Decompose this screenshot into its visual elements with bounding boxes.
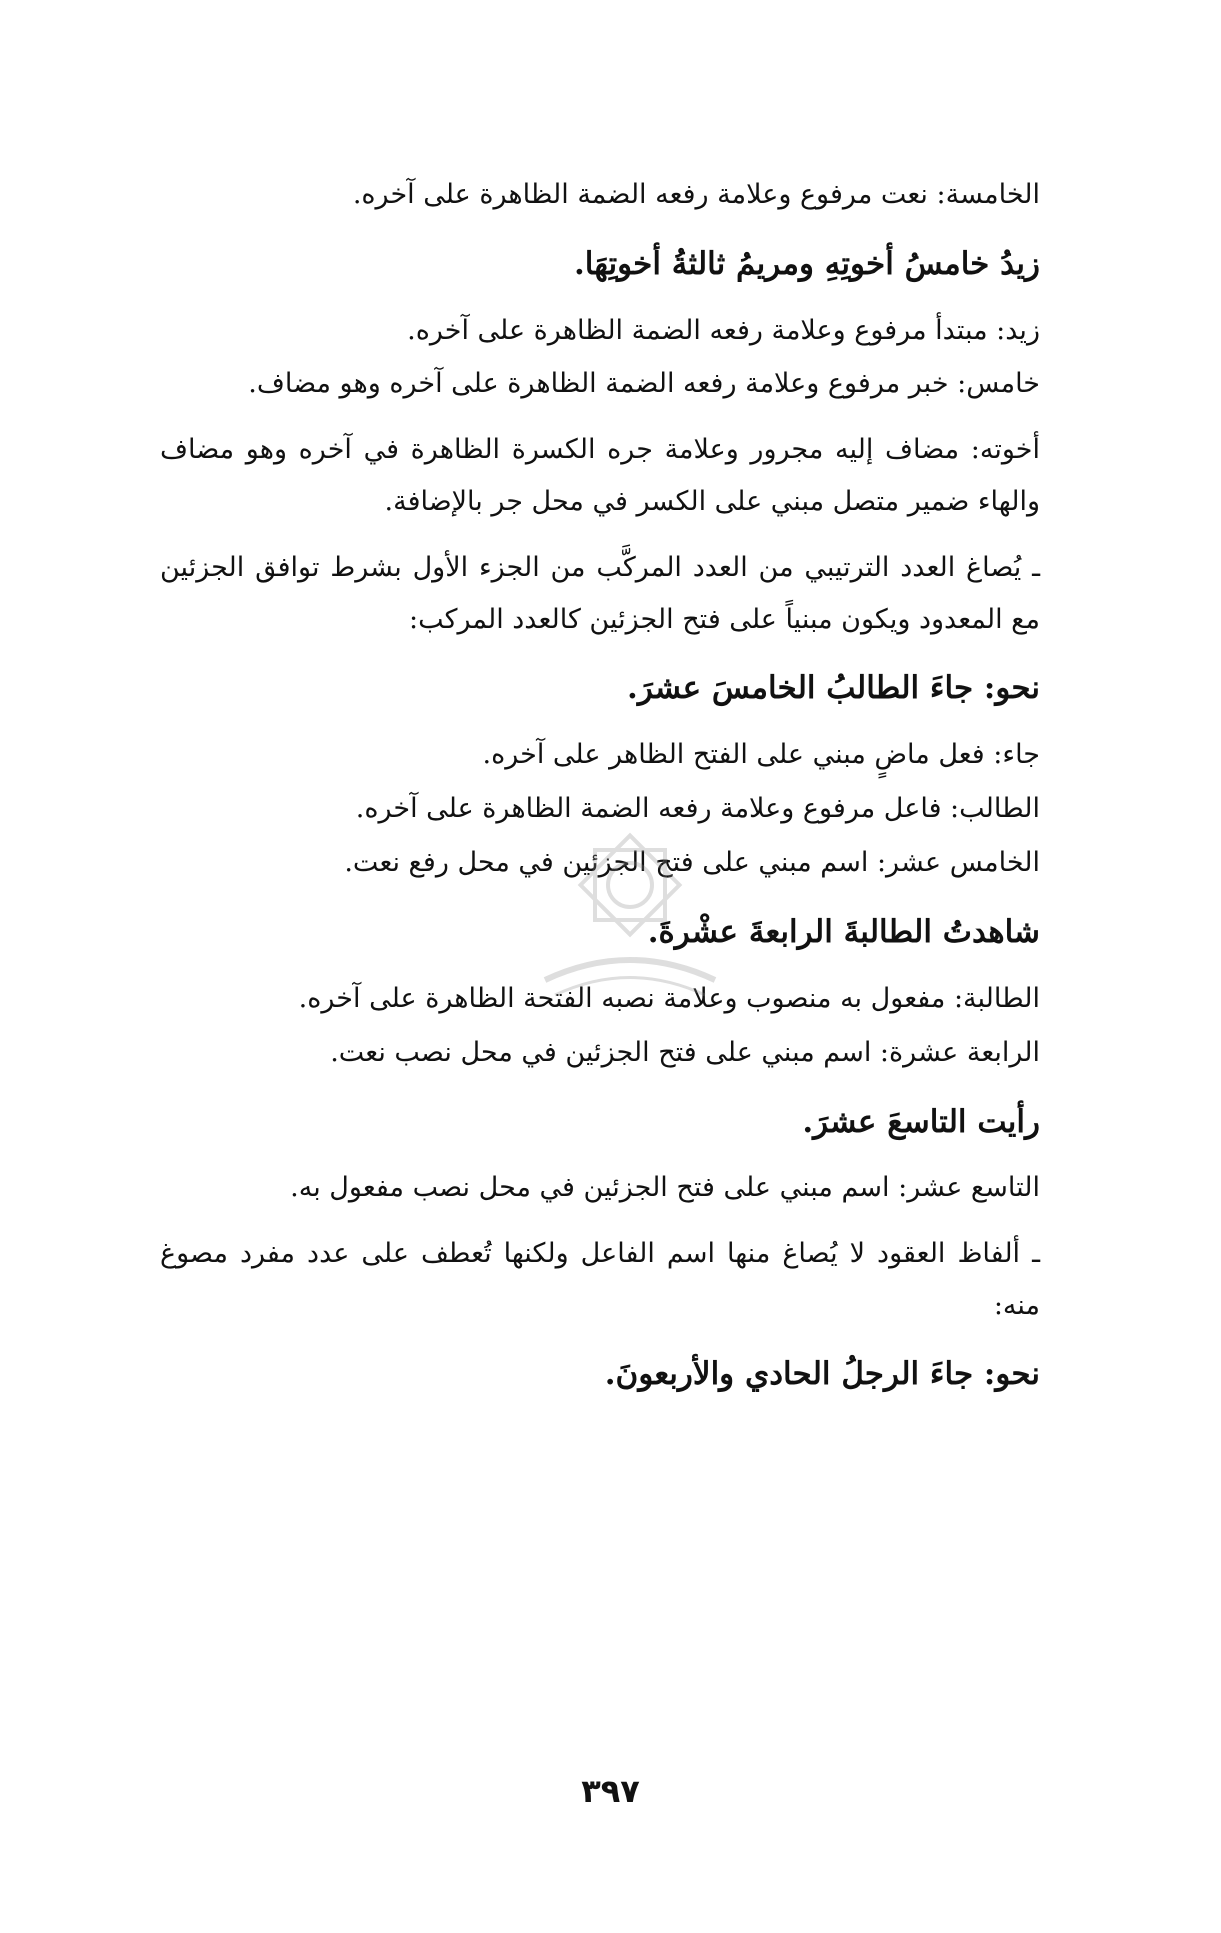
text-line: الطالب: فاعل مرفوع وعلامة رفعه الضمة الظاهرة على آخره. (355, 793, 1040, 824)
text-line: الخامس عشر: اسم مبني على فتح الجزئين في محل رفع نعت. (344, 847, 1040, 878)
rule-paragraph: ـ يُصاغ العدد الترتيبي من العدد المركَّب من الجزء الأول بشرط توافق الجزئين مع المعدود ويكون مبنياً على فتح الجزئين كالعدد المركب: (160, 552, 1040, 635)
text-paragraph: أخوته: مضاف إليه مجرور وعلامة جره الكسرة الظاهرة في آخره وهو مضاف والهاء ضمير متصل مبني على الكسر في محل جر بالإضافة. (160, 434, 1040, 517)
example-sentence: شاهدتُ الطالبةَ الرابعةَ عشْرةَ. (647, 914, 1040, 950)
text-line: زيد: مبتدأ مرفوع وعلامة رفعه الضمة الظاهرة على آخره. (407, 315, 1040, 346)
rule-paragraph: ـ ألفاظ العقود لا يُصاغ منها اسم الفاعل ولكنها تُعطف على عدد مفرد مصوغ منه: (160, 1238, 1040, 1321)
example-sentence: نحو: جاءَ الرجلُ الحادي والأربعونَ. (604, 1356, 1040, 1392)
text-paragraph: التاسع عشر: اسم مبني على فتح الجزئين في محل نصب مفعول به. (290, 1172, 1040, 1203)
example-sentence: رأيت التاسعَ عشرَ. (802, 1104, 1040, 1140)
text-line: الرابعة عشرة: اسم مبني على فتح الجزئين في محل نصب نعت. (330, 1037, 1040, 1068)
page-number: ٣٩٧ (581, 1772, 640, 1810)
example-sentence: نحو: جاءَ الطالبُ الخامسَ عشرَ. (627, 670, 1040, 706)
text-body (160, 168, 1040, 1414)
example-sentence: زيدُ خامسُ أخوتِهِ ومريمُ ثالثةُ أخوتِهَا. (574, 246, 1040, 282)
text-line: الخامسة: نعت مرفوع وعلامة رفعه الضمة الظاهرة على آخره. (352, 179, 1040, 210)
text-line: جاء: فعل ماضٍ مبني على الفتح الظاهر على آخره. (482, 739, 1040, 770)
library-seal-watermark (525, 830, 735, 1020)
text-line: الطالبة: مفعول به منصوب وعلامة نصبه الفتحة الظاهرة على آخره. (298, 983, 1040, 1014)
text-paragraph: خامس: خبر مرفوع وعلامة رفعه الضمة الظاهرة على آخره وهو مضاف. (248, 368, 1040, 399)
